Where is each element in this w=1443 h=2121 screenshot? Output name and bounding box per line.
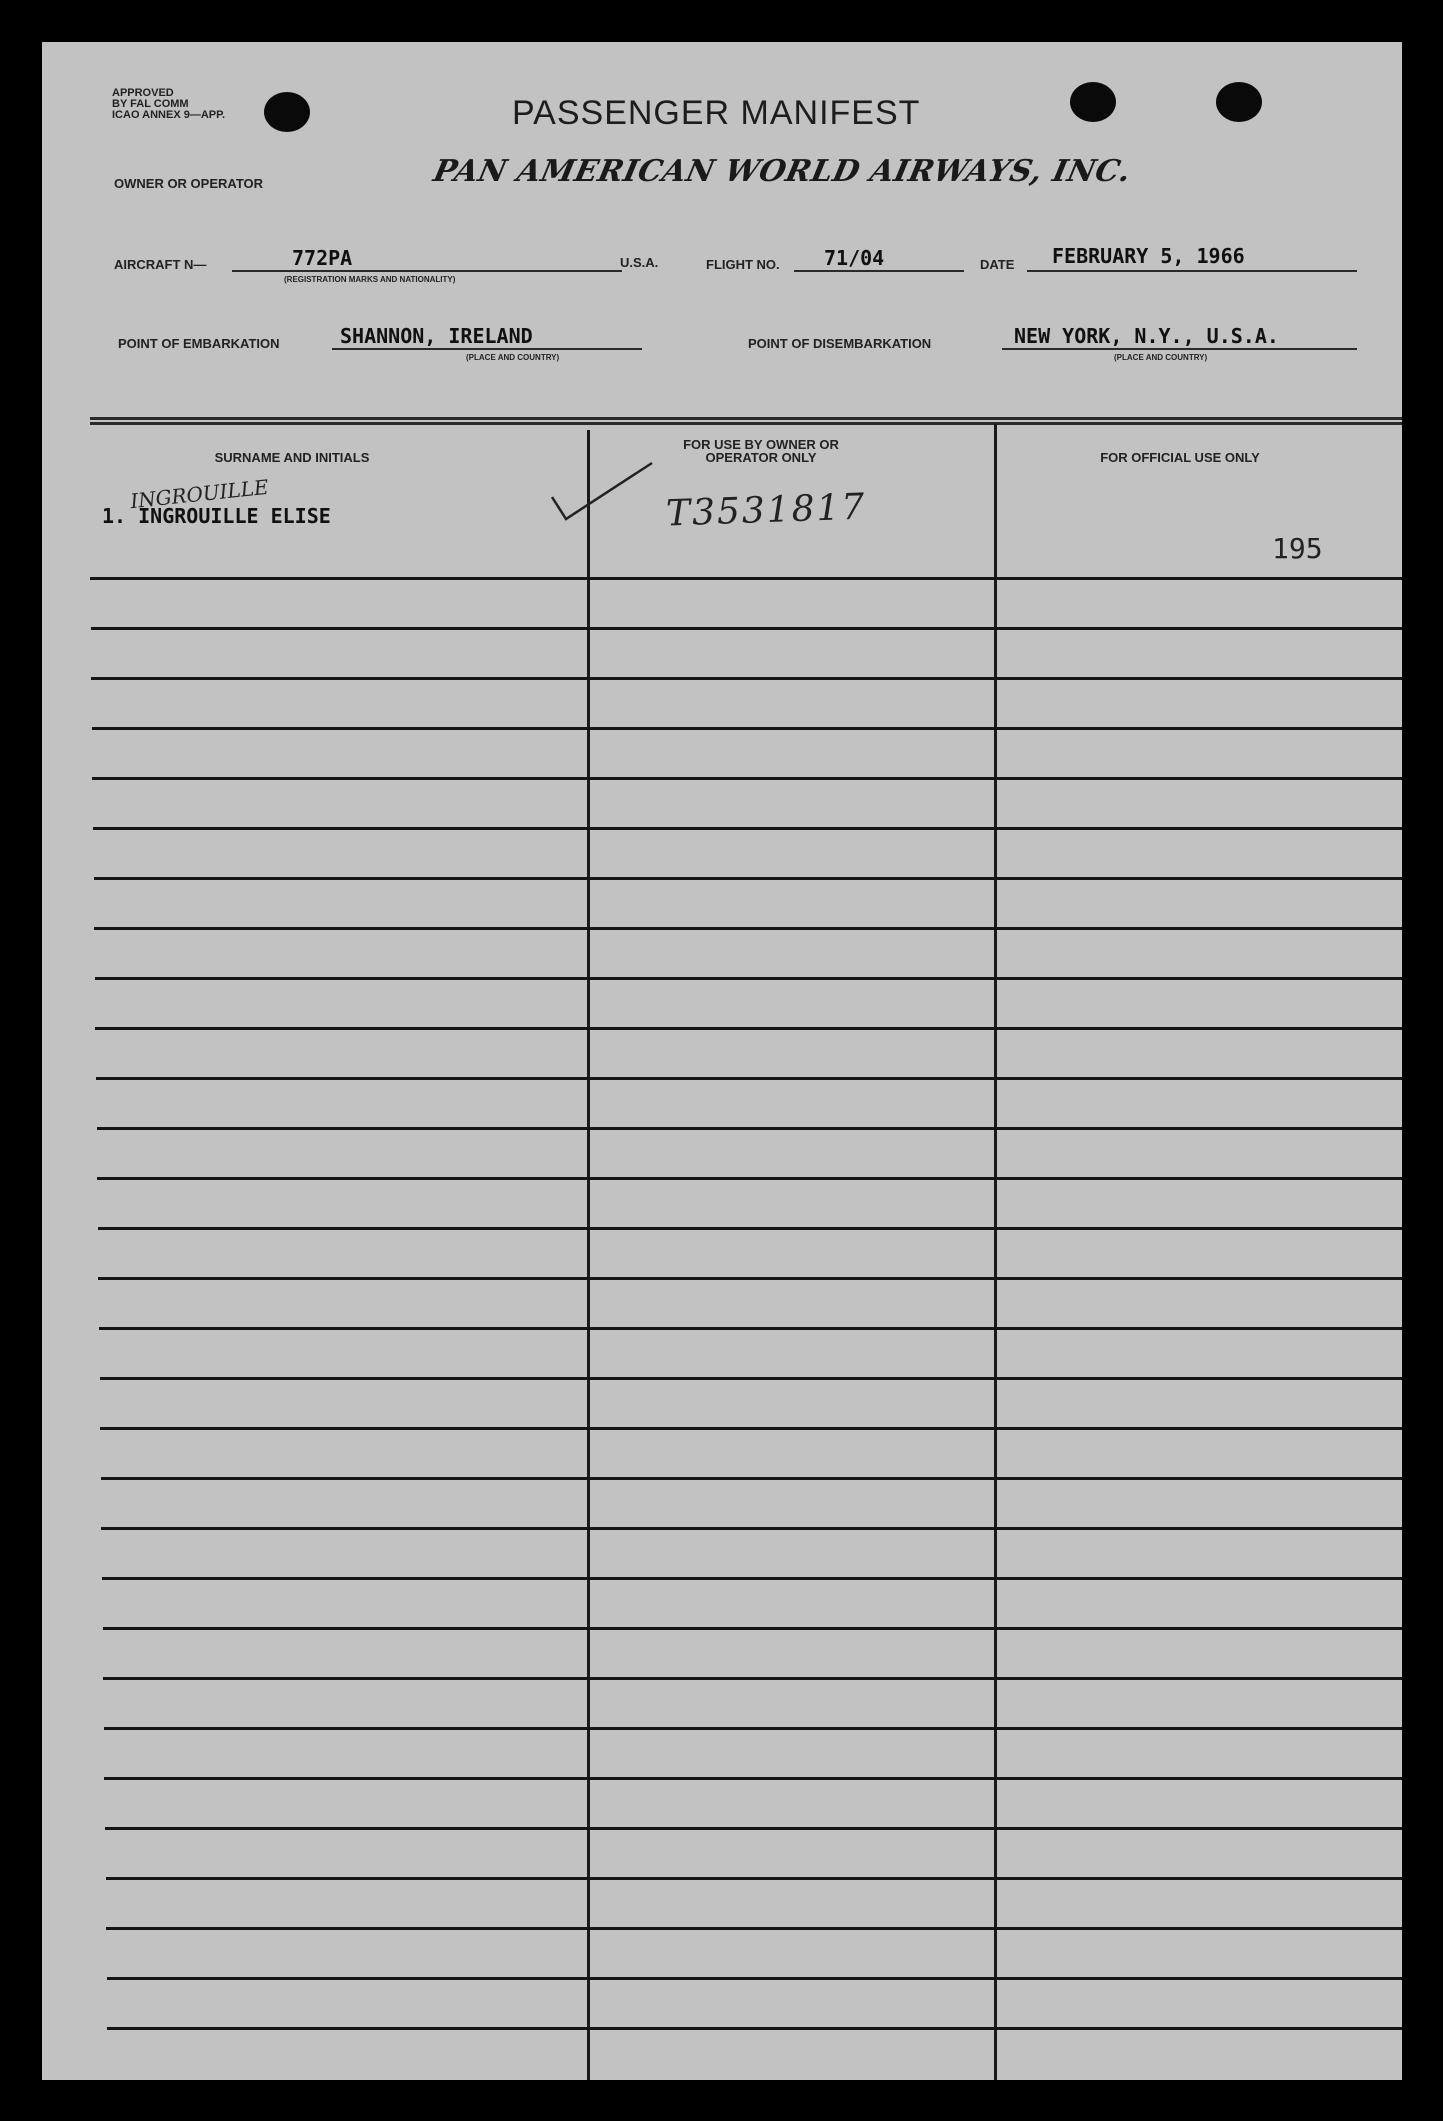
row-rule (93, 827, 1402, 830)
check-mark-icon (548, 457, 658, 527)
table-top-rule (90, 422, 1402, 425)
date-label: DATE (980, 257, 1015, 272)
row-rule (100, 1377, 1402, 1380)
column-header-operator: FOR USE BY OWNER OR OPERATOR ONLY (683, 437, 839, 465)
approval-line: APPROVED (112, 87, 174, 99)
embarkation-label: POINT OF EMBARKATION (118, 336, 280, 351)
row-rule (91, 627, 1402, 630)
aircraft-sublabel: (REGISTRATION MARKS AND NATIONALITY) (284, 275, 456, 284)
embarkation-value: SHANNON, IRELAND (340, 324, 533, 348)
flight-number-value: 71/04 (824, 246, 885, 270)
row-rule (94, 877, 1402, 880)
row-rule (90, 577, 1402, 580)
approval-stamp (112, 88, 262, 121)
approval-line: BY FAL COMM (112, 98, 189, 110)
row-rule (92, 777, 1402, 780)
row-rule (98, 1277, 1402, 1280)
row-rule (104, 1777, 1402, 1780)
aircraft-label: AIRCRAFT N— (114, 257, 207, 272)
row-rule (106, 1927, 1402, 1930)
handwritten-surname: INGROUILLE (129, 474, 270, 514)
owner-label: OWNER OR OPERATOR (114, 176, 264, 191)
column-divider-2 (994, 424, 997, 2080)
date-value: FEBRUARY 5, 1966 (1052, 244, 1245, 268)
flight-number-label: FLIGHT NO. (706, 257, 780, 272)
form-title: PASSENGER MANIFEST (512, 94, 921, 132)
embarkation-rule (332, 348, 642, 350)
row-rule (100, 1427, 1402, 1430)
embarkation-sublabel: (PLACE AND COUNTRY) (466, 353, 560, 362)
aircraft-rule (232, 270, 622, 272)
disembarkation-value: NEW YORK, N.Y., U.S.A. (1014, 324, 1279, 348)
row-rule (107, 1977, 1402, 1980)
punch-hole-left (264, 92, 310, 132)
disembarkation-label: POINT OF DISEMBARKATION (748, 336, 932, 351)
row-rule (103, 1677, 1402, 1680)
row-rule (107, 2027, 1402, 2030)
row-rule (103, 1627, 1402, 1630)
punch-hole-right (1216, 82, 1262, 122)
column-header-name: SURNAME AND INITIALS (214, 450, 370, 465)
passenger-entry: 1. INGROUILLE ELISE (102, 504, 331, 528)
usa-label: U.S.A. (620, 255, 659, 270)
row-rule (101, 1527, 1402, 1530)
row-rule (91, 677, 1402, 680)
disembarkation-sublabel: (PLACE AND COUNTRY) (1114, 353, 1208, 362)
row-rule (97, 1177, 1402, 1180)
row-rule (104, 1727, 1402, 1730)
row-rule (95, 977, 1402, 980)
date-rule (1027, 270, 1357, 272)
row-rule (98, 1227, 1402, 1230)
official-number: 195 (1272, 532, 1323, 565)
row-rule (92, 727, 1402, 730)
manifest-sheet (42, 42, 1402, 2080)
punch-hole-center (1070, 82, 1116, 122)
row-rule (101, 1477, 1402, 1480)
operator-entry: T3531817 (665, 486, 867, 535)
approval-line: ICAO ANNEX 9—APP. (112, 109, 226, 121)
row-rule (99, 1327, 1402, 1330)
flight-rule (794, 270, 964, 272)
row-rule (96, 1077, 1402, 1080)
table-top-rule (90, 417, 1402, 420)
column-header-official: FOR OFFICIAL USE ONLY (1100, 450, 1260, 465)
row-rule (94, 927, 1402, 930)
row-rule (106, 1877, 1402, 1880)
row-rule (102, 1577, 1402, 1580)
aircraft-value: 772PA (292, 246, 353, 270)
owner-value: PAN AMERICAN WORLD AIRWAYS, INC. (430, 154, 1135, 189)
row-rule (95, 1027, 1402, 1030)
row-rule (105, 1827, 1402, 1830)
disembarkation-rule (1002, 348, 1357, 350)
row-rule (97, 1127, 1402, 1130)
